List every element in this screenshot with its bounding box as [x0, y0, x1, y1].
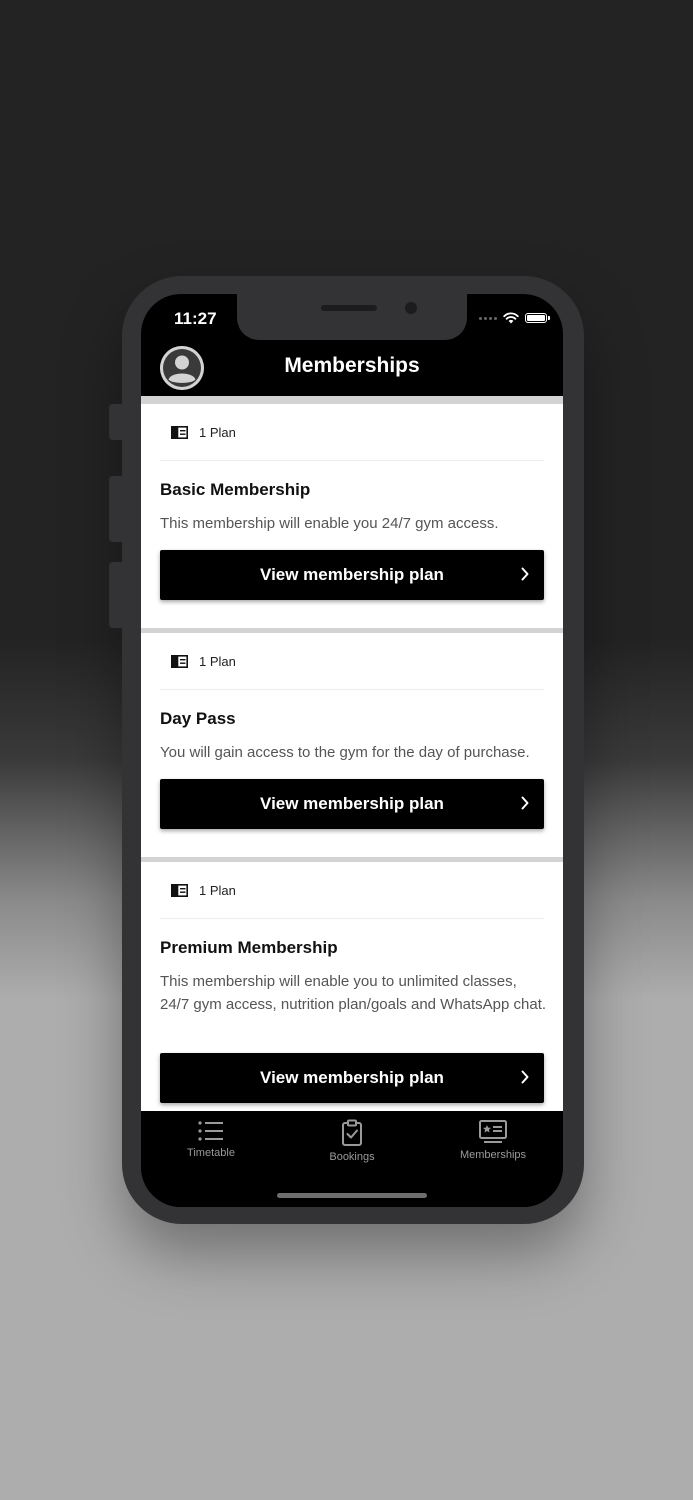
plan-count: 1 Plan — [199, 424, 236, 440]
view-membership-plan-label: View membership plan — [260, 565, 444, 584]
camera — [405, 302, 417, 314]
chevron-right-icon — [520, 566, 530, 582]
tab-bar — [141, 1111, 563, 1207]
plan-count-row — [160, 633, 544, 690]
phone-screen — [141, 294, 563, 1207]
plan-count: 1 Plan — [199, 882, 236, 898]
status-time: 11:27 — [174, 309, 217, 328]
membership-card — [141, 862, 563, 1111]
plan-card-icon — [171, 884, 188, 897]
plan-count-row — [160, 862, 544, 919]
membership-card-icon — [478, 1119, 508, 1145]
plan-count: 1 Plan — [199, 653, 236, 669]
tab-timetable-label: Timetable — [187, 1147, 235, 1159]
wifi-icon — [503, 312, 519, 324]
membership-name: Basic Membership — [160, 480, 311, 499]
phone-silent-switch — [109, 404, 125, 440]
list-icon — [197, 1119, 225, 1143]
tab-timetable[interactable] — [141, 1119, 281, 1159]
plan-card-icon — [171, 655, 188, 668]
view-membership-plan-label: View membership plan — [260, 1068, 444, 1087]
chevron-right-icon — [520, 1069, 530, 1085]
home-indicator[interactable] — [277, 1193, 427, 1198]
view-membership-plan-button[interactable] — [160, 550, 544, 600]
view-membership-plan-button[interactable] — [160, 1053, 544, 1103]
view-membership-plan-label: View membership plan — [260, 794, 444, 813]
status-icons — [479, 312, 547, 324]
speaker — [321, 305, 377, 311]
membership-name: Premium Membership — [160, 938, 338, 957]
phone-volume-up — [109, 476, 125, 542]
membership-list[interactable] — [141, 396, 563, 1111]
clipboard-check-icon — [338, 1119, 366, 1147]
membership-card — [141, 404, 563, 628]
membership-name: Day Pass — [160, 709, 236, 728]
membership-description: This membership will enable you to unlimited classes, 24/7 gym access, nutrition plan/goals and WhatsApp chat. — [160, 973, 547, 1013]
tab-memberships[interactable] — [423, 1119, 563, 1161]
page-title: Memberships — [284, 354, 420, 377]
view-membership-plan-button[interactable] — [160, 779, 544, 829]
membership-description: You will gain access to the gym for the day of purchase. — [160, 744, 530, 761]
membership-description: This membership will enable you 24/7 gym access. — [160, 515, 499, 532]
tab-bookings-label: Bookings — [329, 1151, 375, 1163]
phone-volume-down — [109, 562, 125, 628]
notch — [237, 294, 467, 340]
plan-card-icon — [171, 426, 188, 439]
tab-bookings[interactable] — [282, 1119, 422, 1163]
chevron-right-icon — [520, 795, 530, 811]
battery-icon — [525, 313, 547, 323]
signal-icon — [479, 317, 497, 320]
plan-count-row — [160, 404, 544, 461]
tab-memberships-label: Memberships — [459, 1149, 527, 1161]
membership-card — [141, 633, 563, 857]
